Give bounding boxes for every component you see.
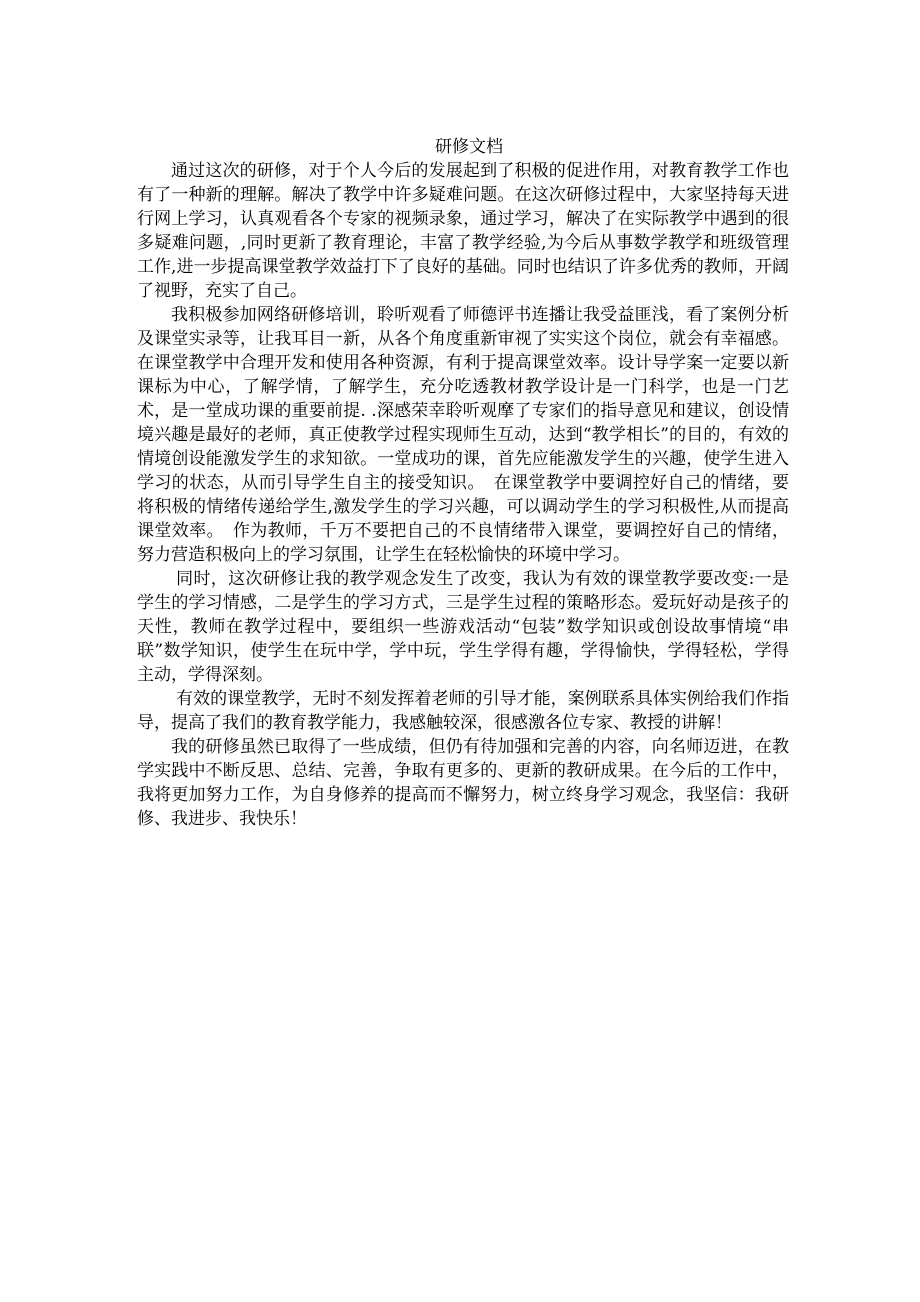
paragraph-1: 通过这次的研修，对于个人今后的发展起到了积极的促进作用，对教育教学工作也有了一种新的理解。解决了教学中许多疑难问题。在这次研修过程中，大家坚持每天进行网上学习，认真观看各个专家的视频录象，通过学习，解决了在实际教学中遇到的很多疑难问题，,同时更新了教育理论，丰富了教学经验,为今后从事数学教学和班级管理工作,进一步提高课堂教学效益打下了良好的基础。同时也结识了许多优秀的教师，开阔了视野，充实了自己。: [137, 161, 789, 301]
document-title: 研修文档: [435, 137, 503, 157]
paragraph-3: 同时，这次研修让我的教学观念发生了改变，我认为有效的课堂教学要改变:一是学生的学习情感，二是学生的学习方式，三是学生过程的策略形态。爱玩好动是孩子的天性，教师在教学过程中，要组织一些游戏活动“包装”数学知识或创设故事情境“串联”数学知识，使学生在玩中学，学中玩，学生学得有趣，学得愉快，学得轻松，学得主动，学得深刻。: [137, 569, 789, 685]
paragraph-4: 有效的课堂教学，无时不刻发挥着老师的引导才能，案例联系具体实例给我们作指导，提高了我们的教育教学能力，我感触较深，很感激各位专家、教授的讲解！: [137, 689, 789, 733]
document-page: [137, 135, 789, 831]
paragraph-2: 我积极参加网络研修培训，聆听观看了师德评书连播让我受益匪浅，看了案例分析及课堂实录等，让我耳目一新，从各个角度重新审视了实实这个岗位，就会有幸福感。在课堂教学中合理开发和使用各种资源，有利于提高课堂效率。设计导学案一定要以新课标为中心，了解学情，了解学生，充分吃透教材教学设计是一门科学，也是一门艺术，是一堂成功课的重要前提. .深感荣幸聆听观摩了专家们的指导意见和建议，创设情境兴趣是最好的老师，真正使教学过程实现师生互动，达到“教学相长”的目的，有效的情境创设能激发学生的求知欲。一堂成功的课，首先应能激发学生的兴趣，使学生进入学习的状态，从而引导学生自主的接受知识。 在课堂教学中要调控好自己的情绪，要将积极的情绪传递给学生,激发学生的学习兴趣，可以调动学生的学习积极性,从而提高课堂效率。 作为教师，千万不要把自己的不良情绪带入课堂，要调控好自己的情绪，努力营造积极向上的学习氛围，让学生在轻松愉快的环境中学习。: [137, 305, 789, 565]
paragraph-5: 我的研修虽然已取得了一些成绩，但仍有待加强和完善的内容，向名师迈进，在教学实践中不断反思、总结、完善，争取有更多的、更新的教研成果。在今后的工作中，我将更加努力工作，为自身修养的提高而不懈努力，树立终身学习观念，我坚信：我研修、我进步、我快乐！: [137, 737, 789, 829]
